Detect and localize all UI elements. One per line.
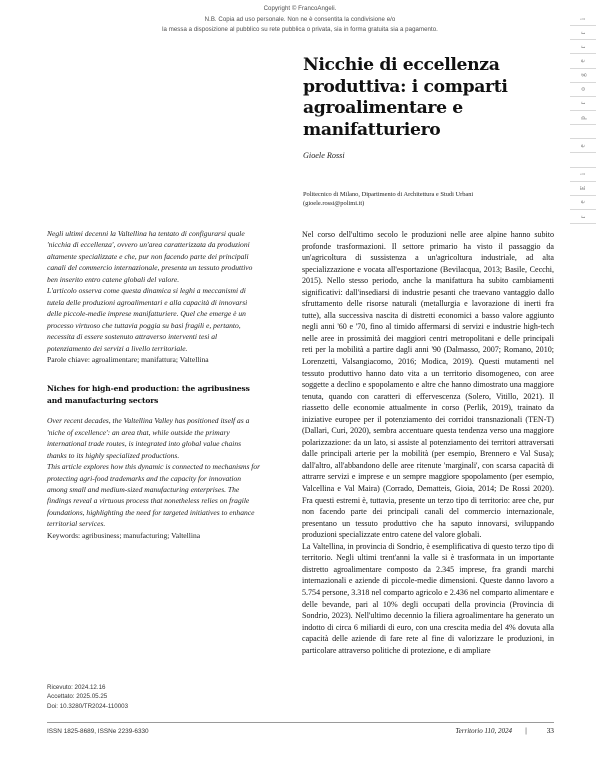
footer-separator: |	[525, 728, 527, 735]
issn-text: ISSN 1825-8689, ISSNe 2239-6330	[47, 728, 149, 735]
copyright-line-1: Copyright © FrancoAngeli.	[263, 5, 337, 12]
abstract-it-paragraph-1: Negli ultimi decenni la Valtellina ha tentato di configurarsi quale 'nicchia di eccellenza', ovvero un'area caratterizzata da produzioni altamente specializzate e che, pur non facendo parte dei principali canali del commercio internazionale, presenta un tessuto produttivo ben inserito entro catene globali del valore.	[47, 229, 253, 284]
footer-divider	[47, 722, 554, 723]
copyright-line-3: la messa a disposizione al pubblico su rete pubblica o privata, sia in forma gratuita sia a pagamento.	[162, 26, 438, 33]
edge-strip-glyph	[570, 69, 596, 83]
edge-strip-glyph	[570, 125, 596, 139]
accepted-date: Accettato: 2025.05.25	[47, 693, 108, 701]
edge-strip-glyph-text: p	[579, 115, 587, 120]
edge-strip-glyph-text: i	[578, 17, 587, 20]
abstract-it-paragraph-2: L'articolo osserva come questa dinamica si leghi a meccanismi di tutela delle produzioni agroalimentari e alla capacità di innovarsi delle piccole-medie imprese manifatturiere. Quel che emerge è un processo virtuoso che tuttavia poggia su basi fragili e, pertanto, necessita di essere sostenuto attraverso interventi tesi al potenziamento dei servizi a livello territoriale.	[47, 286, 248, 353]
edge-strip-glyph	[570, 111, 596, 125]
edge-strip-glyph	[570, 182, 596, 196]
edge-strip-glyph-text: E	[579, 186, 587, 191]
edge-strip-glyph	[570, 12, 596, 26]
body-text-column	[302, 229, 554, 656]
edge-strip-glyph	[570, 139, 596, 153]
edge-strip-glyph	[570, 54, 596, 68]
affiliation-email: (gioele.rossi@polimi.it)	[303, 200, 365, 208]
edge-strip-glyph-text: r	[579, 102, 587, 105]
abstract-column	[47, 228, 262, 541]
edge-strip-glyph	[570, 83, 596, 97]
keywords-english: Keywords: agribusiness; manufacturing; Valtellina	[47, 530, 201, 540]
footer-right-group	[455, 726, 554, 735]
edge-strip-glyph-text: r	[579, 215, 587, 218]
abstract-english-heading: Niches for high-end production: the agribusiness and manufacturing sectors	[47, 384, 250, 405]
vertical-edge-strip	[568, 12, 598, 224]
edge-strip-glyph-text: e	[578, 144, 587, 148]
abstract-italian	[47, 228, 262, 354]
copyright-notice	[0, 4, 600, 36]
abstract-en-paragraph-2: This article explores how this dynamic is connected to mechanisms for protecting agri-food trademarks and the capacity for innovation among small and medium-sized manufacturing enterprises. The findings reveal a virtuous process that nonetheless relies on fragile foundations, highlighting the need for targeted initiatives to enhance territorial services.	[47, 462, 261, 529]
edge-strip-glyph	[570, 26, 596, 40]
edge-strip-glyph	[570, 210, 596, 224]
affiliation-institution: Politecnico di Milano, Dipartimento di Architettura e Studi Urbani	[303, 191, 474, 198]
body-paragraph-2: La Valtellina, in provincia di Sondrio, è esemplificativa di questo terzo tipo di territorio. Negli ultimi trent'anni la valle si è trasformata in un importante distretto agroalimentare composto da 2.345 imprese, fra grandi marchi internazionali e aziende di piccole-medie dimensioni. Queste danno lavoro a 5.754 persone, 3.318 nel comparto agricolo e 2.436 nel comparto alimentare e delle bevande, pari al 10% degli occupati della provincia (Provincia di Sondrio, 2023). Nell'ultimo decennio la filiera agroalimentare ha generato un indotto di circa 6 miliardi di euro, con una crescita media del 4% dovuta alla capacità delle aziende di fare rete al fine di valorizzare le produzioni, in particolare attraverso politiche di protezione, e di ampliare	[302, 541, 554, 655]
abstract-en-paragraph-1: Over recent decades, the Valtellina Valley has positioned itself as a 'niche of excellence': an area that, while outside the primary international trade routes, is integrated into global value chains thanks to its highly specialized productions.	[47, 416, 250, 460]
page-footer	[47, 726, 554, 735]
edge-strip-glyph	[570, 168, 596, 182]
author-affiliation	[303, 190, 553, 208]
article-metadata	[47, 683, 247, 711]
received-date: Ricevuto: 2024.12.16	[47, 684, 106, 691]
abstract-english	[47, 415, 262, 530]
page-number: 33	[546, 726, 554, 735]
edge-strip-glyph-text: i	[578, 173, 587, 176]
body-paragraph-1: Nel corso dell'ultimo secolo le produzioni nelle aree alpine hanno subito profonde trasformazioni. Il settore primario ha visto il passaggio da un'agricoltura di sussistenza a un'agricoltura industriale, ad alta specializzazione e vocata all'esportazione (Bevilacqua, 2013; Basile, Cecchi, 2015). Nello stesso periodo, anche la manifattura ha subito cambiamenti significativi: dall'insediarsi di industrie pesanti che traevano vantaggio dallo sfruttamento delle risorse naturali (metallurgia e lavorazione di inerti fra tutte), alla successiva nascita di distretti economici a basso valore aggiunto negli anni '60 e '70, fino al timido affermarsi di servizi e industrie high-tech nelle aree in prossimità dei maggiori centri metropolitani e delle principali reti per la mobilità a partire dagli anni '90 (Dalmasso, 2007; Romano, 2010; Lorenzetti, Valsangiacomo, 2016; Modica, 2019). Questi mutamenti nel tessuto produttivo hanno dato vita a un territorio disomogeneo, con aree soggette a declino e spopolamento e altre che hanno dimostrato una maggiore tenuta, quando con caratteri di effervescenza (Solero, Vitillo, 2021). Il riassetto delle economie attualmente in corso (Perlik, 2019), trainato da iniziative europee per il potenziamento dei corridoi transnazionali (TEN-T) (Dallari, Curi, 2020), sembra accentuare questa tendenza verso una maggiore polarizzazione: da un lato, si assiste al potenziamento dei territori attraversati dalle principali arterie per la mobilità (per esempio, Brennero e Val Susa); dall'altro, all'abbandono delle aree ritenute 'marginali', con scarsa capacità di attrarre servizi e imprese e un sempre maggiore spopolamento (per esempio, Valcellina e Val Maira) (Corrado, Dematteis, Gioia, 2014; De Rossi 2020). Fra questi estremi è, tuttavia, presente un terzo tipo di territorio: aree che, pur non facendo parte dei principali canali del commercio internazionale, presentano un tessuto produttivo che ha saputo innovarsi, sviluppando produzioni specializzate entro catene del valore globali.	[302, 230, 554, 540]
edge-strip-glyph	[570, 153, 596, 167]
doi-value: Doi: 10.3280/TR2024-110003	[47, 702, 129, 710]
edge-strip-glyph-text: r	[579, 31, 587, 34]
journal-reference: Territorio 110, 2024	[455, 727, 512, 735]
edge-strip-glyph-text: r	[579, 45, 587, 49]
edge-strip-glyph-text: g	[579, 73, 587, 77]
edge-strip-glyph	[570, 40, 596, 54]
edge-strip-glyph-text: o	[579, 87, 587, 92]
page-title: Nicchie di eccellenza produttiva: i comparti agroalimentare e manifatturiero	[303, 55, 508, 140]
edge-strip-glyph-text: e	[578, 200, 587, 204]
keywords-italian: Parole chiave: agroalimentare; manifattura; Valtellina	[47, 354, 209, 364]
edge-strip-glyph	[570, 196, 596, 210]
author-name: Gioele Rossi	[303, 151, 345, 160]
copyright-line-2: N.B. Copia ad uso personale. Non ne è consentita la condivisione e/o	[204, 15, 396, 23]
edge-strip-glyph	[570, 97, 596, 111]
edge-strip-glyph-text: e	[578, 59, 587, 63]
title-block	[303, 55, 538, 160]
